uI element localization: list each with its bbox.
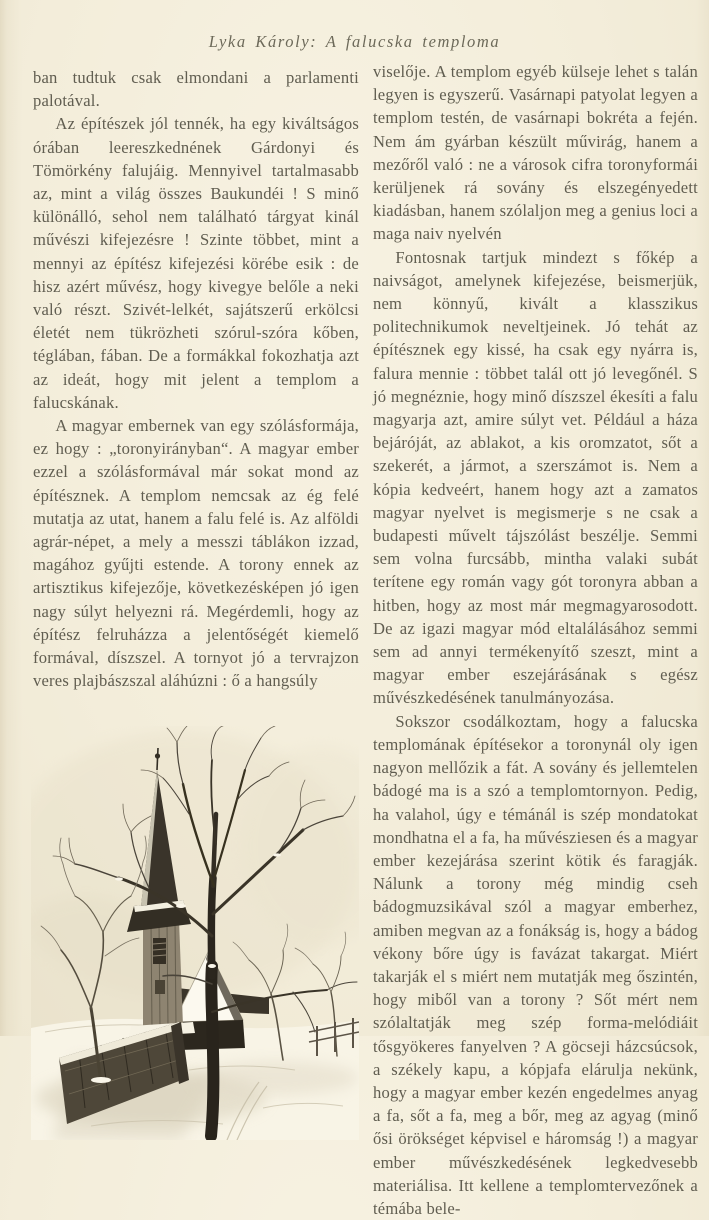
paragraph-left-3: A magyar embernek van egy szólásformája, ez hogy : „toronyirányban“. A magyar ember ezzel a szólásformával már sokat mond az építésznek. A templom nemcsak az ég felé mutatja az utat, hanem a falu felé is. Az alföldi agrár-népet, a mely a messzi táblákon izzad, magához gyűjti estende. A torony ennek az artisztikus kifejezője, következésképen jó igen nagy súlyt helyezni rá. Megérdemli, hogy az építész felruházza a jelentőségét kiemelő formával, díszszel. A tornyot jó a tervrajzon veres plajbászszal aláhúzni : ő a hangsúly [33, 416, 359, 691]
paragraph-right-3: Sokszor csodálkoztam, hogy a falucska templomának építésekor a toronynál oly igen nagyon mellőzik a fát. A sovány és jellemtelen bádogé ma is a szó a templomtornyon. Pedig, ha valahol, úgy e témánál is szép mondatokat mondhatna el a fa, ha művésziesen és a magyar ember kezejárása szerint kötik és faragják. Nálunk a torony még mindig cseh bádogmuzsikával szól a magyar emberhez, amiben megvan az a fonákság is, hogy a bádog vékony bőre úgy is favázat takargat. Miért takarják el s miért nem mutatják meg őszintén, hogy miből van a torony ? Sőt mért nem szólaltatják meg szép forma-melódiáit tősgyökeres fanyelven ? A göcseji házcsúcsok, a székely kapu, a kópjafa elárulja nekünk, hogy a magyar ember kezén engedelmes anyag a fa, sőt a fa, meg a bőr, meg az agyag (minő ősi örökséget képvisel e háromság !) a magyar ember művészkedésének legkedvesebb materiálisa. Itt kellene a templomtervezőnek a témába bele- [373, 711, 698, 1218]
paragraph-left-1: ban tudtuk csak elmondani a parlamenti palotával. [33, 68, 359, 111]
paragraph-left-2: Az építészek jól tennék, ha egy kiváltságos órában leereszkednének Gárdonyi és Tömörkény falujáig. Mennyivel tartalmasabb az, mint a világ összes Baukundéi ! S minő különálló, sehol nem található tárgyat kinál művészi kifejezésre ! Szinte többet, mint a mennyi az építész kifejezési körébe esik : de hisz azért művész, hogy kivegye belőle a neki való részt. Szivét-lelkét, sajátszerű erkölcsi életét nem tükrözheti szórul-szóra kőben, téglában, fában. De a formákkal fokozhatja azt az ideát, hogy mit jelent a templom a falucskának. [33, 114, 359, 412]
paragraph-right-2: Fontosnak tartjuk mindezt s főkép a naivságot, amelynek kifejezése, beismerjük, nem könnyű, kivált a klasszikus politechnikumok neveltjeinek. Jó tehát az építésznek egy kissé, ha csak egy nyárra is, falura mennie : többet talál ott jó levegőnél. S jó megnéznie, hogy minő díszszel ékesíti a falu magyarja azt, amire súlyt vet. Például a háza bejáróját, az ablakot, a kis oromzatot, sőt a szekerét, a jármot, a szerszámot is. Nem a kópia kedveért, hanem hogy azt a zamatos magyar nyelvet is megismerje s ne csak a budapesti művelt tájszólást beszélje. Semmi sem volna furcsább, mintha valaki subát terítene egy román vagy gót toronyra abban a hitben, hogy az most már megmagyarosodott. De az igazi magyar mód eltalálásához semmi sem ad annyi termékenyítő szeszt, mint a magyar ember eszejárásának s egész művészkedésének tanulmányozása. [373, 247, 698, 708]
running-header: Lyka Károly: A falucska temploma [208, 32, 501, 51]
belfry-window [153, 938, 166, 964]
left-column [33, 66, 359, 1026]
right-column [373, 60, 698, 1218]
paragraph-right-1: viselője. A templom egyéb külseje lehet s talán legyen is egyszerű. Vasárnapi patyolat legyen a templom testén, de vasárnapi bokréta a fején. Nem ám gyárban készült művirág, hanem a mezőről való : ne a városok cifra toronyformái kerüljenek rá sovány és elszegényedett kiadásban, hanem szólaljon meg a genius loci a maga naiv nyelvén [373, 62, 698, 244]
church-illustration [31, 726, 359, 1140]
winter-church-etching [31, 726, 359, 1140]
spire-finial [155, 754, 160, 759]
text-columns [33, 62, 698, 1218]
